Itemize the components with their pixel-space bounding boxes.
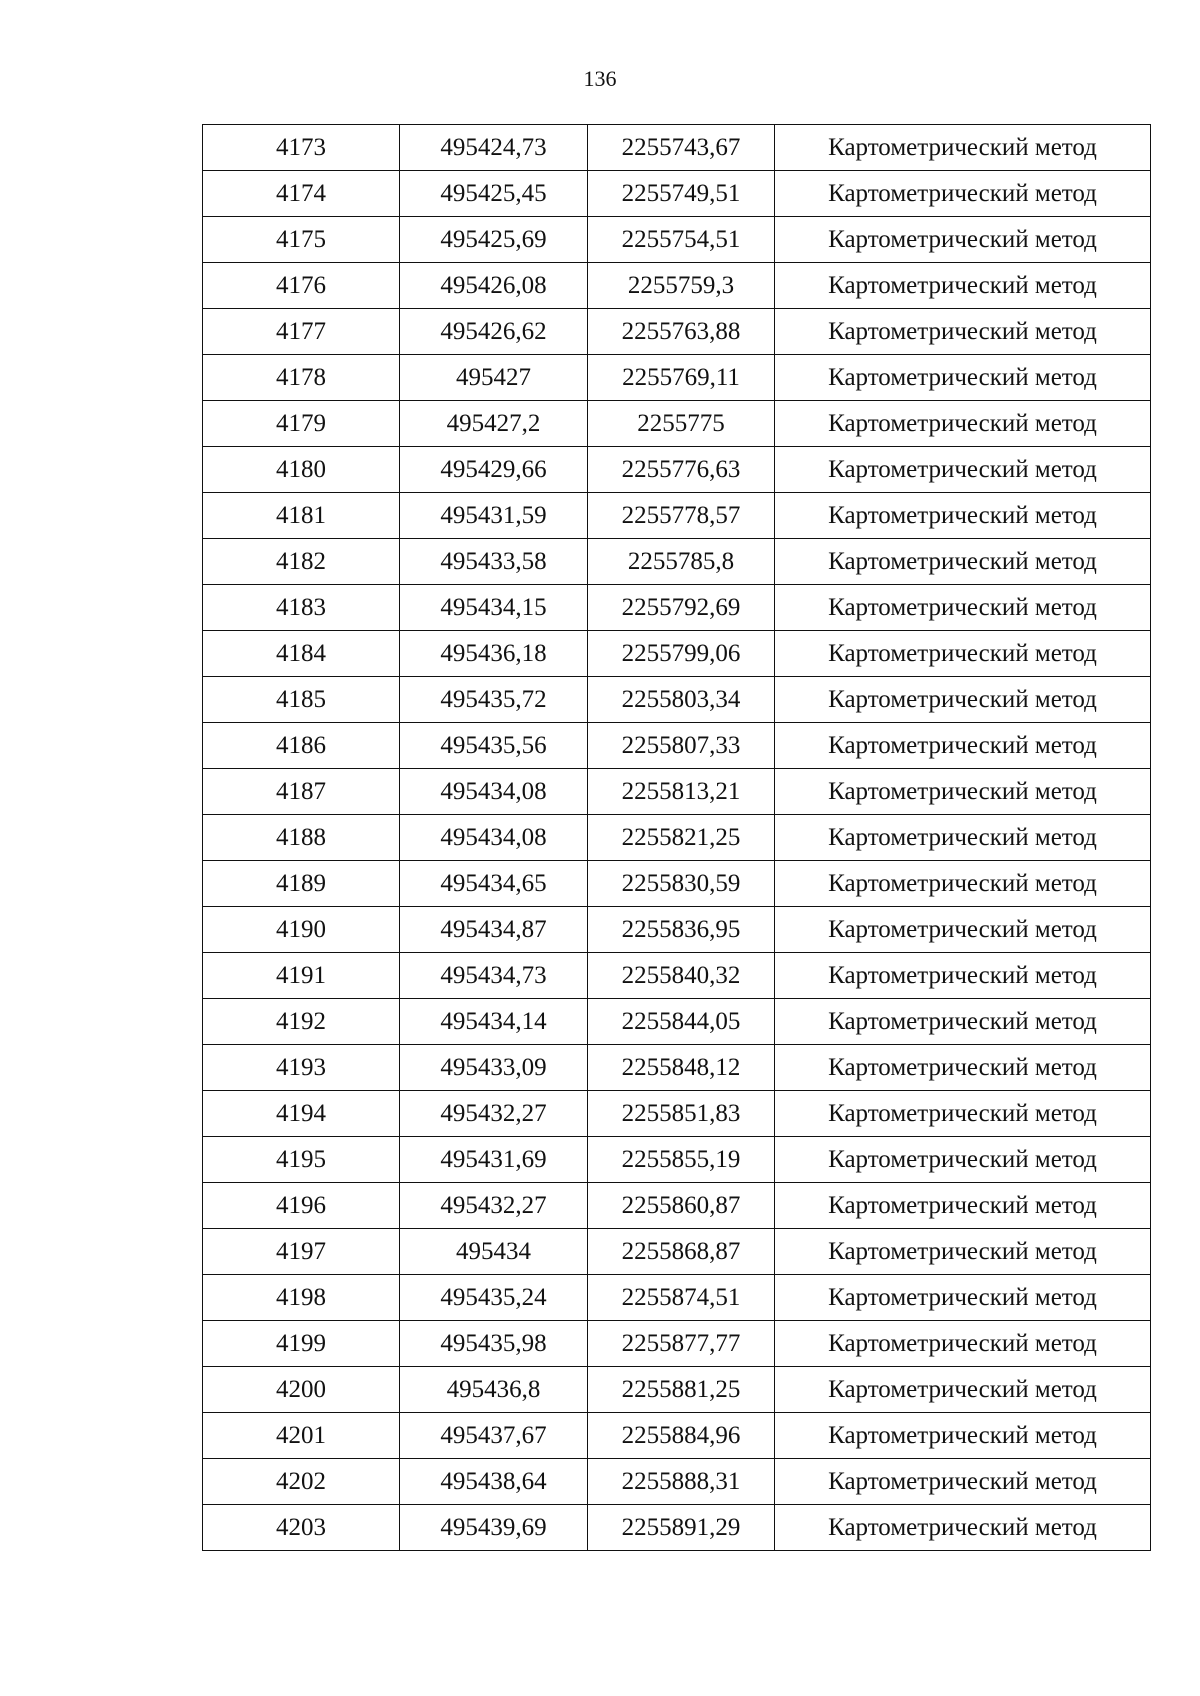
method-cell: Картометрический метод (775, 493, 1151, 539)
x-coordinate-cell: 495432,27 (400, 1091, 588, 1137)
table-row (203, 999, 1151, 1045)
point-number-cell: 4187 (203, 769, 400, 815)
point-number-cell: 4178 (203, 355, 400, 401)
point-number-cell: 4183 (203, 585, 400, 631)
point-number-cell: 4180 (203, 447, 400, 493)
x-coordinate-cell: 495434 (400, 1229, 588, 1275)
method-cell: Картометрический метод (775, 355, 1151, 401)
y-coordinate-cell: 2255868,87 (588, 1229, 775, 1275)
y-coordinate-cell: 2255821,25 (588, 815, 775, 861)
table-row (203, 1321, 1151, 1367)
table-row (203, 401, 1151, 447)
point-number-cell: 4199 (203, 1321, 400, 1367)
method-cell: Картометрический метод (775, 263, 1151, 309)
point-number-cell: 4191 (203, 953, 400, 999)
method-cell: Картометрический метод (775, 1367, 1151, 1413)
point-number-cell: 4196 (203, 1183, 400, 1229)
table-row (203, 585, 1151, 631)
table-row (203, 447, 1151, 493)
point-number-cell: 4181 (203, 493, 400, 539)
y-coordinate-cell: 2255807,33 (588, 723, 775, 769)
point-number-cell: 4190 (203, 907, 400, 953)
y-coordinate-cell: 2255803,34 (588, 677, 775, 723)
point-number-cell: 4182 (203, 539, 400, 585)
method-cell: Картометрический метод (775, 1505, 1151, 1551)
method-cell: Картометрический метод (775, 815, 1151, 861)
y-coordinate-cell: 2255775 (588, 401, 775, 447)
method-cell: Картометрический метод (775, 723, 1151, 769)
y-coordinate-cell: 2255836,95 (588, 907, 775, 953)
table-row (203, 1229, 1151, 1275)
y-coordinate-cell: 2255884,96 (588, 1413, 775, 1459)
y-coordinate-cell: 2255743,67 (588, 125, 775, 171)
y-coordinate-cell: 2255799,06 (588, 631, 775, 677)
x-coordinate-cell: 495438,64 (400, 1459, 588, 1505)
x-coordinate-cell: 495435,98 (400, 1321, 588, 1367)
x-coordinate-cell: 495433,09 (400, 1045, 588, 1091)
point-number-cell: 4195 (203, 1137, 400, 1183)
y-coordinate-cell: 2255840,32 (588, 953, 775, 999)
method-cell: Картометрический метод (775, 1091, 1151, 1137)
point-number-cell: 4184 (203, 631, 400, 677)
point-number-cell: 4200 (203, 1367, 400, 1413)
x-coordinate-cell: 495434,15 (400, 585, 588, 631)
method-cell: Картометрический метод (775, 1183, 1151, 1229)
table-row (203, 493, 1151, 539)
x-coordinate-cell: 495433,58 (400, 539, 588, 585)
x-coordinate-cell: 495425,69 (400, 217, 588, 263)
point-number-cell: 4185 (203, 677, 400, 723)
y-coordinate-cell: 2255759,3 (588, 263, 775, 309)
table-row (203, 769, 1151, 815)
method-cell: Картометрический метод (775, 401, 1151, 447)
point-number-cell: 4188 (203, 815, 400, 861)
y-coordinate-cell: 2255877,77 (588, 1321, 775, 1367)
table-row (203, 125, 1151, 171)
table-row (203, 1091, 1151, 1137)
table-row (203, 539, 1151, 585)
method-cell: Картометрический метод (775, 769, 1151, 815)
point-number-cell: 4177 (203, 309, 400, 355)
table-row (203, 1413, 1151, 1459)
method-cell: Картометрический метод (775, 585, 1151, 631)
page-number: 136 (583, 66, 617, 91)
x-coordinate-cell: 495434,65 (400, 861, 588, 907)
x-coordinate-cell: 495426,62 (400, 309, 588, 355)
table-row (203, 355, 1151, 401)
y-coordinate-cell: 2255888,31 (588, 1459, 775, 1505)
y-coordinate-cell: 2255754,51 (588, 217, 775, 263)
x-coordinate-cell: 495426,08 (400, 263, 588, 309)
y-coordinate-cell: 2255778,57 (588, 493, 775, 539)
method-cell: Картометрический метод (775, 1045, 1151, 1091)
point-number-cell: 4203 (203, 1505, 400, 1551)
table-row (203, 309, 1151, 355)
point-number-cell: 4174 (203, 171, 400, 217)
point-number-cell: 4194 (203, 1091, 400, 1137)
table-row (203, 953, 1151, 999)
y-coordinate-cell: 2255881,25 (588, 1367, 775, 1413)
table-row (203, 1183, 1151, 1229)
point-number-cell: 4173 (203, 125, 400, 171)
x-coordinate-cell: 495436,8 (400, 1367, 588, 1413)
x-coordinate-cell: 495425,45 (400, 171, 588, 217)
method-cell: Картометрический метод (775, 677, 1151, 723)
table-row (203, 1505, 1151, 1551)
method-cell: Картометрический метод (775, 1137, 1151, 1183)
x-coordinate-cell: 495427 (400, 355, 588, 401)
table-row (203, 723, 1151, 769)
coordinates-table (202, 124, 1151, 1551)
y-coordinate-cell: 2255776,63 (588, 447, 775, 493)
method-cell: Картометрический метод (775, 1459, 1151, 1505)
method-cell: Картометрический метод (775, 1229, 1151, 1275)
x-coordinate-cell: 495434,87 (400, 907, 588, 953)
method-cell: Картометрический метод (775, 999, 1151, 1045)
x-coordinate-cell: 495439,69 (400, 1505, 588, 1551)
x-coordinate-cell: 495431,59 (400, 493, 588, 539)
method-cell: Картометрический метод (775, 953, 1151, 999)
point-number-cell: 4176 (203, 263, 400, 309)
point-number-cell: 4175 (203, 217, 400, 263)
point-number-cell: 4186 (203, 723, 400, 769)
method-cell: Картометрический метод (775, 631, 1151, 677)
y-coordinate-cell: 2255848,12 (588, 1045, 775, 1091)
point-number-cell: 4193 (203, 1045, 400, 1091)
table-row (203, 171, 1151, 217)
method-cell: Картометрический метод (775, 171, 1151, 217)
table-row (203, 1137, 1151, 1183)
point-number-cell: 4202 (203, 1459, 400, 1505)
x-coordinate-cell: 495434,08 (400, 815, 588, 861)
method-cell: Картометрический метод (775, 125, 1151, 171)
y-coordinate-cell: 2255860,87 (588, 1183, 775, 1229)
method-cell: Картометрический метод (775, 309, 1151, 355)
method-cell: Картометрический метод (775, 539, 1151, 585)
y-coordinate-cell: 2255813,21 (588, 769, 775, 815)
x-coordinate-cell: 495435,56 (400, 723, 588, 769)
y-coordinate-cell: 2255763,88 (588, 309, 775, 355)
x-coordinate-cell: 495431,69 (400, 1137, 588, 1183)
table-row (203, 631, 1151, 677)
table-row (203, 217, 1151, 263)
method-cell: Картометрический метод (775, 1413, 1151, 1459)
method-cell: Картометрический метод (775, 1275, 1151, 1321)
point-number-cell: 4198 (203, 1275, 400, 1321)
method-cell: Картометрический метод (775, 217, 1151, 263)
table-row (203, 907, 1151, 953)
point-number-cell: 4192 (203, 999, 400, 1045)
x-coordinate-cell: 495435,72 (400, 677, 588, 723)
y-coordinate-cell: 2255851,83 (588, 1091, 775, 1137)
y-coordinate-cell: 2255891,29 (588, 1505, 775, 1551)
table-row (203, 263, 1151, 309)
x-coordinate-cell: 495434,73 (400, 953, 588, 999)
y-coordinate-cell: 2255874,51 (588, 1275, 775, 1321)
x-coordinate-cell: 495437,67 (400, 1413, 588, 1459)
x-coordinate-cell: 495424,73 (400, 125, 588, 171)
method-cell: Картометрический метод (775, 447, 1151, 493)
x-coordinate-cell: 495434,14 (400, 999, 588, 1045)
x-coordinate-cell: 495436,18 (400, 631, 588, 677)
y-coordinate-cell: 2255830,59 (588, 861, 775, 907)
y-coordinate-cell: 2255855,19 (588, 1137, 775, 1183)
point-number-cell: 4201 (203, 1413, 400, 1459)
table-row (203, 1459, 1151, 1505)
table-row (203, 815, 1151, 861)
x-coordinate-cell: 495429,66 (400, 447, 588, 493)
coordinates-table-body (203, 125, 1151, 1551)
table-row (203, 861, 1151, 907)
y-coordinate-cell: 2255844,05 (588, 999, 775, 1045)
method-cell: Картометрический метод (775, 861, 1151, 907)
point-number-cell: 4197 (203, 1229, 400, 1275)
table-row (203, 1045, 1151, 1091)
x-coordinate-cell: 495434,08 (400, 769, 588, 815)
x-coordinate-cell: 495432,27 (400, 1183, 588, 1229)
x-coordinate-cell: 495427,2 (400, 401, 588, 447)
method-cell: Картометрический метод (775, 907, 1151, 953)
table-row (203, 1367, 1151, 1413)
x-coordinate-cell: 495435,24 (400, 1275, 588, 1321)
method-cell: Картометрический метод (775, 1321, 1151, 1367)
point-number-cell: 4179 (203, 401, 400, 447)
y-coordinate-cell: 2255769,11 (588, 355, 775, 401)
y-coordinate-cell: 2255792,69 (588, 585, 775, 631)
y-coordinate-cell: 2255749,51 (588, 171, 775, 217)
y-coordinate-cell: 2255785,8 (588, 539, 775, 585)
table-row (203, 1275, 1151, 1321)
point-number-cell: 4189 (203, 861, 400, 907)
table-row (203, 677, 1151, 723)
